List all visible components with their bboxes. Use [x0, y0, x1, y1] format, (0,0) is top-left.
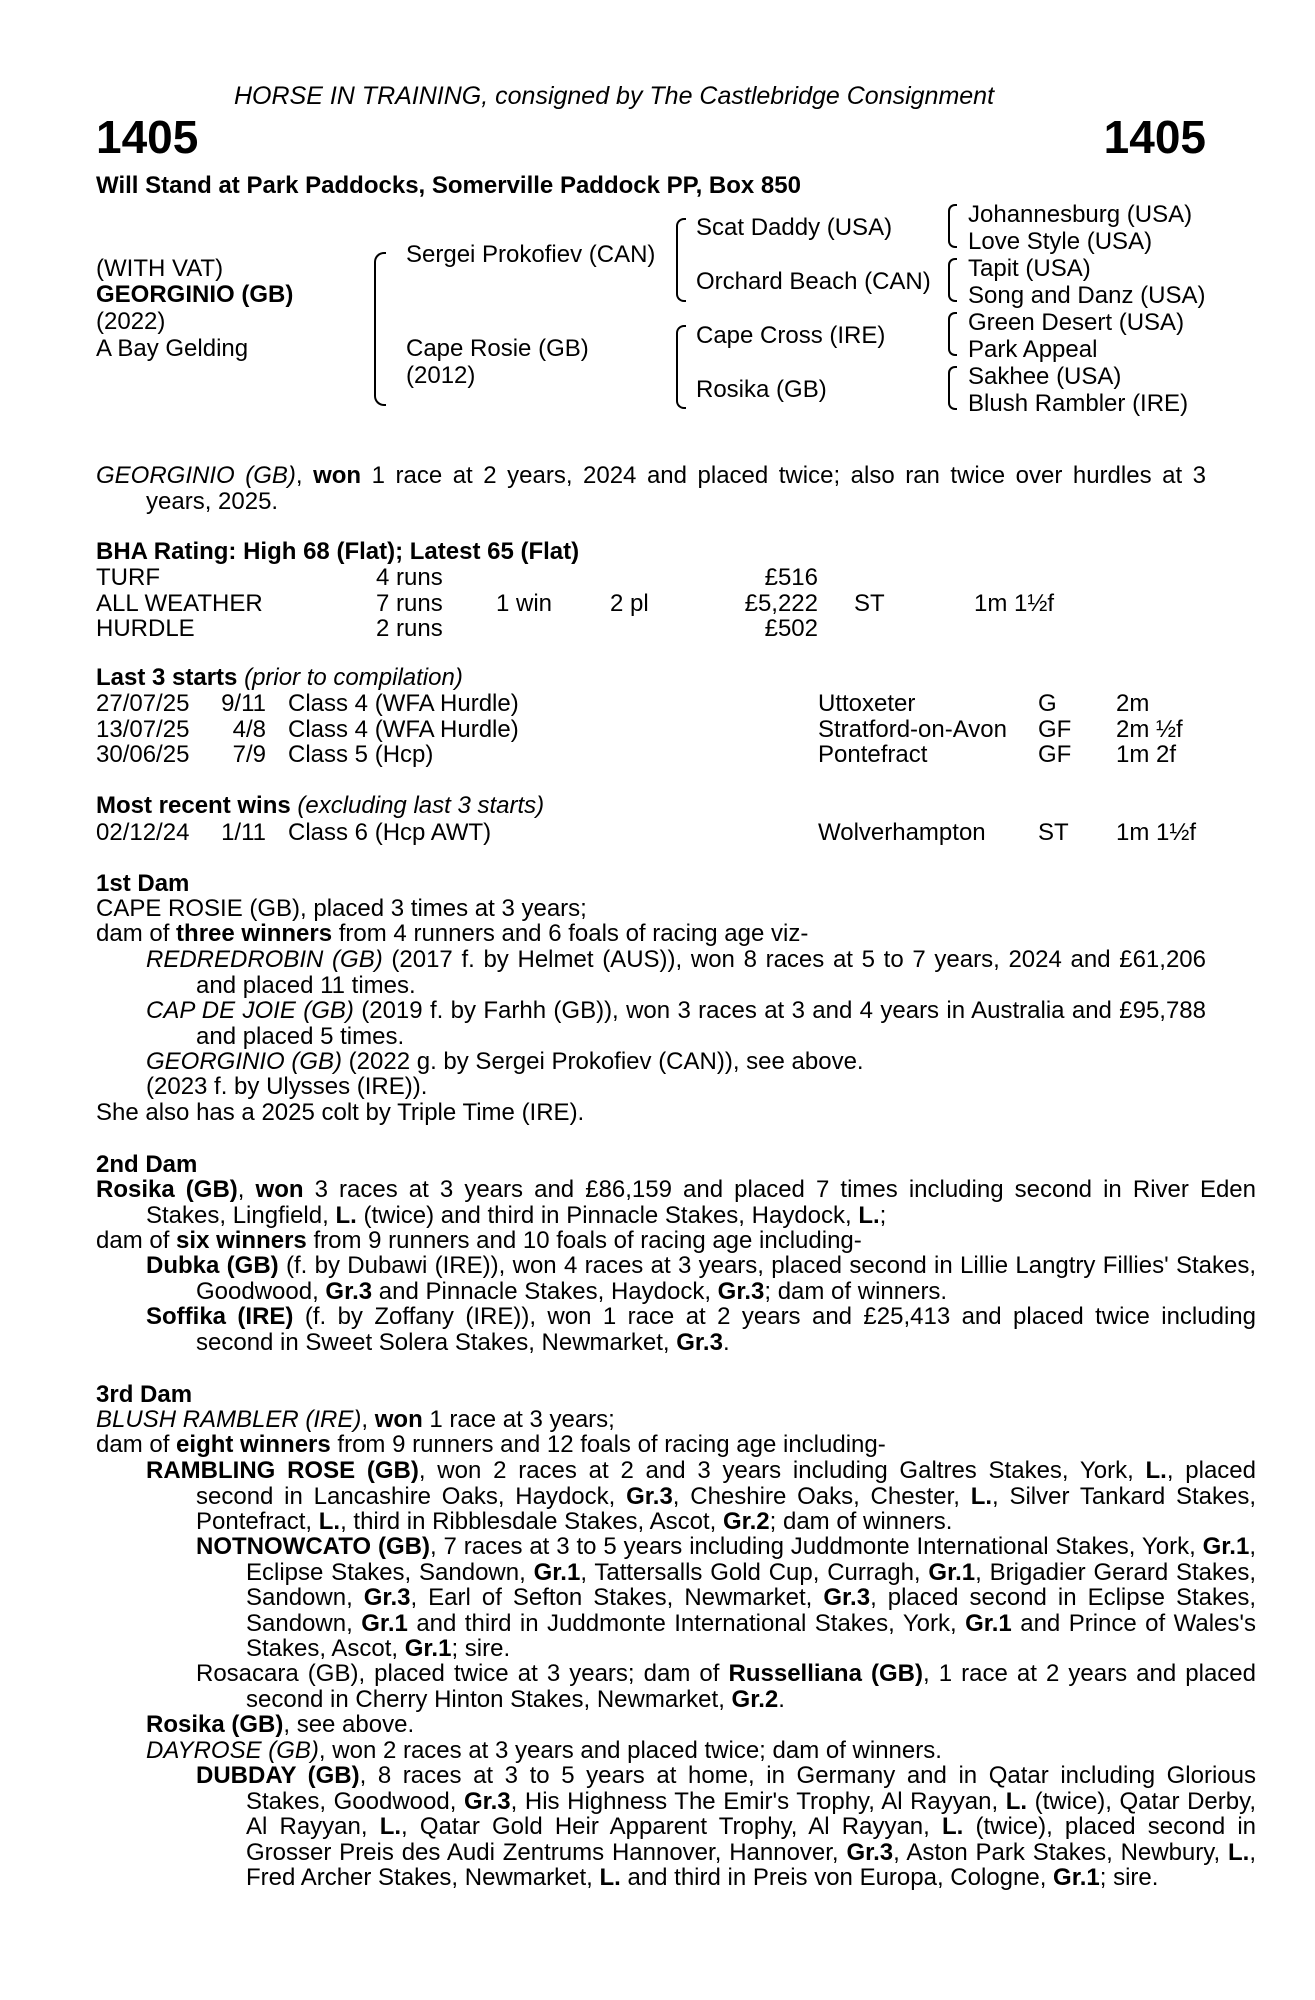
dam2-produce-soffika: Soffika (IRE) (f. by Zoffany (IRE)), won 1 race at 2 years and £25,413 and placed twice including second in Sweet Solera Stakes, Newmarket, Gr.3. — [146, 1303, 1256, 1356]
rating-runs: 7 runs — [376, 589, 443, 617]
recent-wins-note: (excluding last 3 starts) — [290, 792, 545, 819]
summary-won: won — [313, 462, 362, 489]
summary-text: 1 race at 2 years, 2024 and placed twice; also ran twice over hurdles at 3 years, 2025. — [146, 462, 1206, 515]
last-start-race: Class 5 (Hcp) — [288, 741, 434, 768]
consignor-line: HORSE IN TRAINING, consigned by The Castlebridge Consignment — [234, 82, 995, 110]
dam1-title: 1st Dam — [96, 870, 190, 897]
pedigree-ddd: Blush Rambler (IRE) — [968, 390, 1189, 417]
pedigree-ssd: Love Style (USA) — [968, 228, 1153, 255]
dam3-produce-dubday: DUBDAY (GB), 8 races at 3 to 5 years at home, in Germany and in Qatar including Glorious Stakes, Goodwood, Gr.3, His Highness The Emir's Trophy, Al Rayyan, L. (twice), Qatar Derby, Al Rayyan, L., Qatar Gold Heir Apparent Trophy, Al Rayyan, L. (twice), placed second in Grosser Preis des Audi Zentrums Hannover, Hannover, Gr.3, Aston Park Stakes, Newbury, L., Fred Archer Stakes, Newmarket, L. and third in Preis von Europa, Cologne, Gr.1; sire. — [196, 1762, 1257, 1891]
dam1-produce-4: (2023 f. by Ulysses (IRE)). — [146, 1073, 428, 1100]
pedigree-sdd: Song and Danz (USA) — [968, 282, 1206, 309]
pedigree-sire-sire: Scat Daddy (USA) — [696, 214, 893, 241]
recent-win-distance: 1m 1½f — [1116, 819, 1197, 846]
dam1-produce-5: She also has a 2025 colt by Triple Time (IRE). — [96, 1099, 585, 1126]
last-start-course: Stratford-on-Avon — [818, 715, 1007, 743]
rating-surface: HURDLE — [96, 615, 195, 642]
last-start-course: Pontefract — [818, 741, 928, 768]
last-start-race: Class 4 (WFA Hurdle) — [288, 715, 519, 743]
dam3-produce-rambling-rose: RAMBLING ROSE (GB), won 2 races at 2 and 3 years including Galtres Stakes, York, L., placed second in Lancashire Oaks, Haydock, Gr.3, Cheshire Oaks, Chester, L., Silver Tankard Stakes, Pontefract, L., third in Ribblesdale Stakes, Ascot, Gr.2; dam of winners. — [146, 1457, 1257, 1535]
dam1-produce-3: GEORGINIO (GB) (2022 g. by Sergei Prokofiev (CAN)), see above. — [146, 1048, 864, 1075]
pedigree-dss: Green Desert (USA) — [968, 309, 1185, 336]
dam3-record: BLUSH RAMBLER (IRE), won 1 race at 3 years; — [96, 1406, 615, 1433]
rating-surface: ALL WEATHER — [96, 589, 263, 617]
rating-prize: £502 — [764, 615, 818, 642]
last-start-going: G — [1038, 690, 1057, 717]
dam3-produce-dayrose: DAYROSE (GB), won 2 races at 3 years and placed twice; dam of winners. — [146, 1737, 942, 1764]
dam2-title: 2nd Dam — [96, 1151, 198, 1178]
pedigree-sds: Tapit (USA) — [968, 255, 1091, 282]
horse-summary: GEORGINIO (GB), won 1 race at 2 years, 2024 and placed twice; also ran twice over hurdles at 3 years, 2025. — [96, 462, 1206, 515]
recent-wins-title: Most recent wins — [96, 792, 291, 819]
rating-going: ST — [854, 589, 885, 617]
pedigree-bracket-dam — [676, 325, 686, 409]
dam3-produce-rosacara: Rosacara (GB), placed twice at 3 years; dam of Russelliana (GB), 1 race at 2 years and placed second in Cherry Hinton Stakes, Newmarket, Gr.2. — [196, 1660, 1256, 1713]
last-start-distance: 2m — [1116, 690, 1150, 717]
last-start-position: 9/11 — [221, 690, 266, 717]
last-start-date: 27/07/25 — [96, 690, 190, 717]
pedigree-bracket-sire — [676, 218, 686, 302]
pedigree-dds: Sakhee (USA) — [968, 363, 1122, 390]
dam3-produce-notnowcato: NOTNOWCATO (GB), 7 races at 3 to 5 years including Juddmonte International Stakes, York, Gr.1, Eclipse Stakes, Sandown, Gr.1, Tattersalls Gold Cup, Curragh, Gr.1, Brigadier Gerard Stakes, Sandown, Gr.3, Earl of Sefton Stakes, Newmarket, Gr.3, placed second in Eclipse Stakes, Sandown, Gr.1 and third in Juddmonte International Stakes, York, Gr.1 and Prince of Wales's Stakes, Ascot, Gr.1; sire. — [196, 1533, 1257, 1662]
last-start-position: 7/9 — [232, 741, 266, 768]
pedigree-dam-year: (2012) — [406, 362, 476, 389]
dam3-produce-rosika: Rosika (GB), see above. — [146, 1711, 415, 1738]
dam2-record: Rosika (GB), won 3 races at 3 years and £86,159 and placed 7 times including second in River Eden Stakes, Lingfield, L. (twice) and third in Pinnacle Stakes, Haydock, L.; — [96, 1176, 1256, 1229]
rating-title: BHA Rating: High 68 (Flat); Latest 65 (Flat) — [96, 538, 580, 565]
dam1-line1: CAPE ROSIE (GB), placed 3 times at 3 years; — [96, 895, 587, 922]
horse-description: A Bay Gelding — [96, 335, 249, 362]
last-start-position: 4/8 — [232, 715, 266, 743]
rating-placed: 2 pl — [610, 589, 649, 617]
last-start-date: 13/07/25 — [96, 715, 190, 743]
recent-wins-heading — [96, 793, 544, 819]
horse-name: GEORGINIO (GB) — [96, 281, 294, 308]
pedigree-sire-dam: Orchard Beach (CAN) — [696, 268, 931, 295]
pedigree-dam: Cape Rosie (GB) — [406, 335, 589, 362]
pedigree-sire: Sergei Prokofiev (CAN) — [406, 241, 656, 268]
recent-win-going: ST — [1038, 819, 1069, 846]
dam2-line2: dam of six winners from 9 runners and 10 foals of racing age including- — [96, 1227, 862, 1254]
dam2-produce-dubka: Dubka (GB) (f. by Dubawi (IRE)), won 4 races at 3 years, placed second in Lillie Langtry Fillies' Stakes, Goodwood, Gr.3 and Pinnacle Stakes, Haydock, Gr.3; dam of winners. — [146, 1252, 1257, 1305]
recent-win-date: 02/12/24 — [96, 819, 190, 846]
lot-number-right: 1405 — [1103, 111, 1206, 163]
recent-win-course: Wolverhampton — [818, 819, 986, 846]
rating-surface: TURF — [96, 564, 160, 591]
recent-win-position: 1/11 — [221, 819, 266, 846]
pedigree-bracket-ds — [948, 312, 957, 356]
pedigree-bracket-dd — [948, 366, 957, 410]
pedigree-dam-sire: Cape Cross (IRE) — [696, 322, 886, 349]
last-start-course: Uttoxeter — [818, 690, 916, 717]
dam3-title: 3rd Dam — [96, 1381, 193, 1408]
rating-runs: 2 runs — [376, 615, 443, 642]
dam1-produce-1: REDREDROBIN (GB) (2017 f. by Helmet (AUS)), won 8 races at 5 to 7 years, 2024 and £61,206 and placed 11 times. — [146, 946, 1206, 999]
last-start-date: 30/06/25 — [96, 741, 190, 768]
lot-number-left: 1405 — [96, 111, 199, 163]
pedigree-sss: Johannesburg (USA) — [968, 201, 1193, 228]
last-start-going: GF — [1038, 741, 1072, 768]
stand-line: Will Stand at Park Paddocks, Somerville Paddock PP, Box 850 — [96, 172, 801, 199]
last-start-race: Class 4 (WFA Hurdle) — [288, 690, 519, 717]
rating-runs: 4 runs — [376, 564, 443, 591]
horse-year: (2022) — [96, 308, 166, 335]
rating-prize: £516 — [764, 564, 818, 591]
dam1-line2: dam of three winners from 4 runners and 6 foals of racing age viz- — [96, 920, 809, 947]
last-start-distance: 1m 2f — [1116, 741, 1177, 768]
pedigree-dam-dam: Rosika (GB) — [696, 376, 827, 403]
last-starts-title: Last 3 starts — [96, 664, 238, 691]
pedigree-bracket-ss — [948, 204, 957, 248]
last-start-distance: 2m ½f — [1116, 715, 1183, 743]
summary-name: GEORGINIO (GB) — [96, 462, 296, 489]
pedigree-bracket-sd — [948, 258, 957, 302]
rating-prize: £5,222 — [744, 589, 818, 617]
rating-distance: 1m 1½f — [974, 589, 1055, 617]
recent-win-race: Class 6 (Hcp AWT) — [288, 819, 492, 846]
dam3-line2: dam of eight winners from 9 runners and 12 foals of racing age including- — [96, 1431, 886, 1458]
pedigree-bracket-main — [374, 252, 386, 406]
vat-note: (WITH VAT) — [96, 255, 224, 282]
last-starts-heading — [96, 665, 463, 691]
rating-wins: 1 win — [496, 589, 553, 617]
dam1-produce-2: CAP DE JOIE (GB) (2019 f. by Farhh (GB)), won 3 races at 3 and 4 years in Australia and £95,788 and placed 5 times. — [146, 997, 1207, 1050]
last-starts-note: (prior to compilation) — [237, 664, 463, 691]
last-start-going: GF — [1038, 715, 1072, 743]
pedigree-dsd: Park Appeal — [968, 336, 1098, 363]
